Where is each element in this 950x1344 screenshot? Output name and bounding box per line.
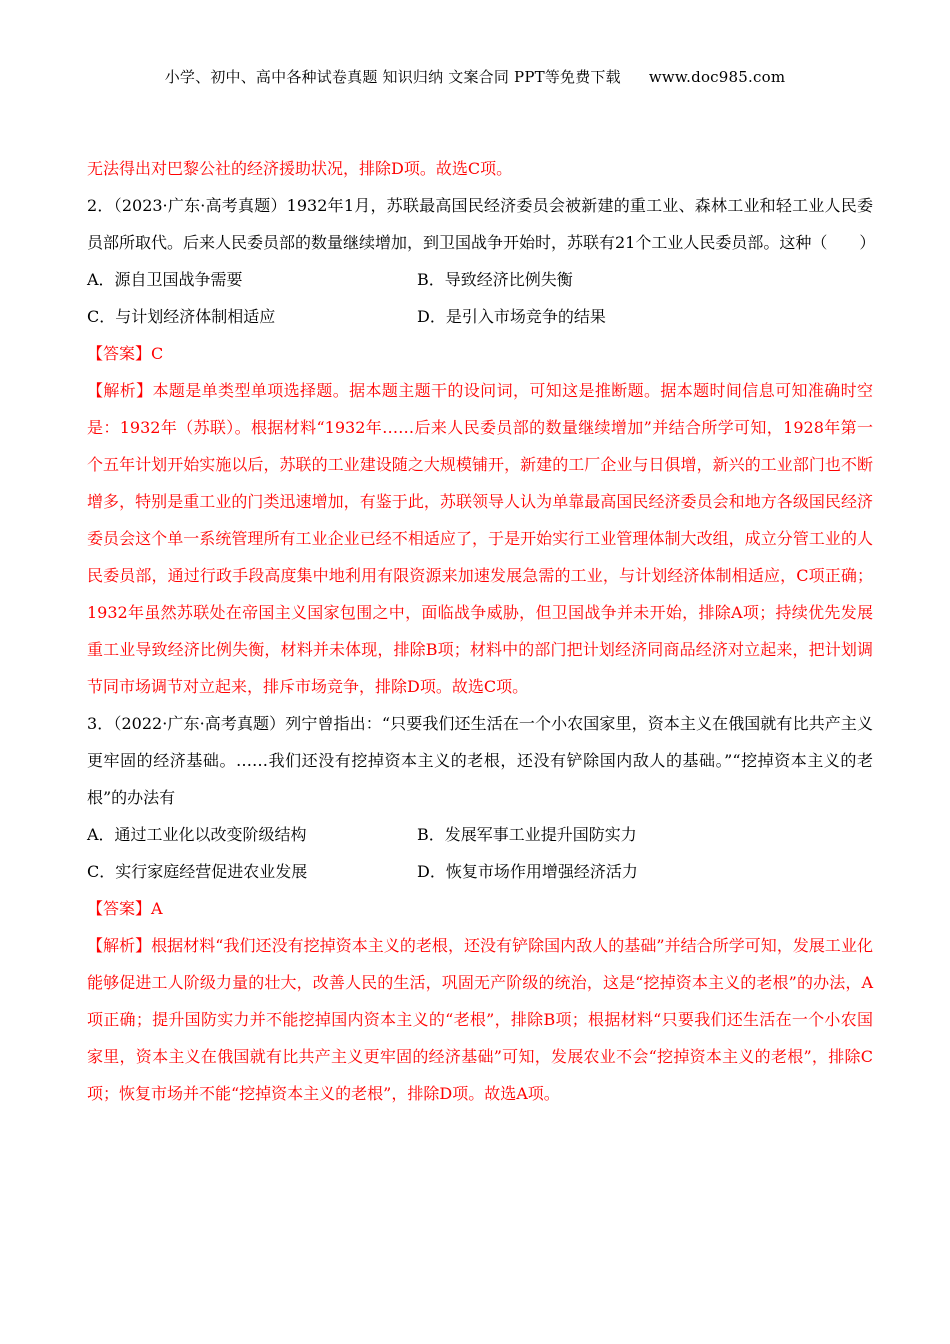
question-2-option-d: D．是引入市场竞争的结果 [417,307,606,326]
question-2-option-a: A．源自卫国战争需要 [87,270,243,289]
question-3-answer: 【答案】A [87,899,163,918]
question-3-option-a: A．通过工业化以改变阶级结构 [87,825,307,844]
previous-analysis-tail: 无法得出对巴黎公社的经济援助状况，排除D项。故选C项。 [87,159,513,178]
question-2-answer: 【答案】C [87,344,164,363]
question-2-stem: 2．（2023·广东·高考真题）1932年1月，苏联最高国民经济委员会被新建的重工业、森林工业和轻工业人民委员部所取代。后来人民委员部的数量继续增加，到卫国战争开始时，苏联有21个工业人民委员部。这种（ ） [87,196,876,252]
page-header [0,66,950,87]
question-2-option-c: C．与计划经济体制相适应 [87,307,276,326]
question-3-options-row-2 [87,853,873,890]
question-3-stem: 3．（2022·广东·高考真题）列宁曾指出：“只要我们还生活在一个小农国家里，资本主义在俄国就有比共产主义更牢固的经济基础。……我们还没有挖掉资本主义的老根，还没有铲除国内敌人的基础。”“挖掉资本主义的老根”的办法有 [87,714,873,807]
question-3-options-row-1 [87,816,873,853]
header-text: 小学、初中、高中各种试卷真题 知识归纳 文案合同 PPT等免费下载 [164,68,621,86]
question-3-analysis: 【解析】根据材料“我们还没有挖掉资本主义的老根，还没有铲除国内敌人的基础”并结合所学可知，发展工业化能够促进工人阶级力量的壮大，改善人民的生活，巩固无产阶级的统治，这是“挖掉资本主义的老根”的办法，A项正确；提升国防实力并不能挖掉国内资本主义的“老根”，排除B项；根据材料“只要我们还生活在一个小农国家里，资本主义在俄国就有比共产主义更牢固的经济基础”可知，发展农业不会“挖掉资本主义的老根”，排除C项；恢复市场并不能“挖掉资本主义的老根”，排除D项。故选A项。 [87,936,873,1103]
question-2-options-row-2 [87,298,873,335]
document-body [87,150,876,1112]
question-3 [87,705,873,1112]
question-2 [87,187,876,705]
question-2-options-row-1 [87,261,873,298]
question-2-option-b: B．导致经济比例失衡 [417,270,573,289]
question-2-analysis: 【解析】本题是单类型单项选择题。据本题主题干的设问词，可知这是推断题。据本题时间信息可知准确时空是：1932年（苏联）。根据材料“1932年……后来人民委员部的数量继续增加”并结合所学可知，1928年第一个五年计划开始实施以后，苏联的工业建设随之大规模铺开，新建的工厂企业与日俱增，新兴的工业部门也不断增多，特别是重工业的门类迅速增加，有鉴于此，苏联领导人认为单靠最高国民经济委员会和地方各级国民经济委员会这个单一系统管理所有工业企业已经不相适应了，于是开始实行工业管理体制大改组，成立分管工业的人民委员部，通过行政手段高度集中地利用有限资源来加速发展急需的工业，与计划经济体制相适应，C项正确；1932年虽然苏联处在帝国主义国家包围之中，面临战争威胁，但卫国战争并未开始，排除A项；持续优先发展重工业导致经济比例失衡，材料并未体现，排除B项；材料中的部门把计划经济同商品经济对立起来，把计划调节同市场调节对立起来，排斥市场竞争，排除D项。故选C项。 [87,381,873,696]
question-3-option-b: B．发展军事工业提升国防实力 [417,825,637,844]
question-3-option-c: C．实行家庭经营促进农业发展 [87,862,308,881]
header-site-link[interactable]: www.doc985.com [648,68,786,86]
question-3-option-d: D．恢复市场作用增强经济活力 [417,862,638,881]
